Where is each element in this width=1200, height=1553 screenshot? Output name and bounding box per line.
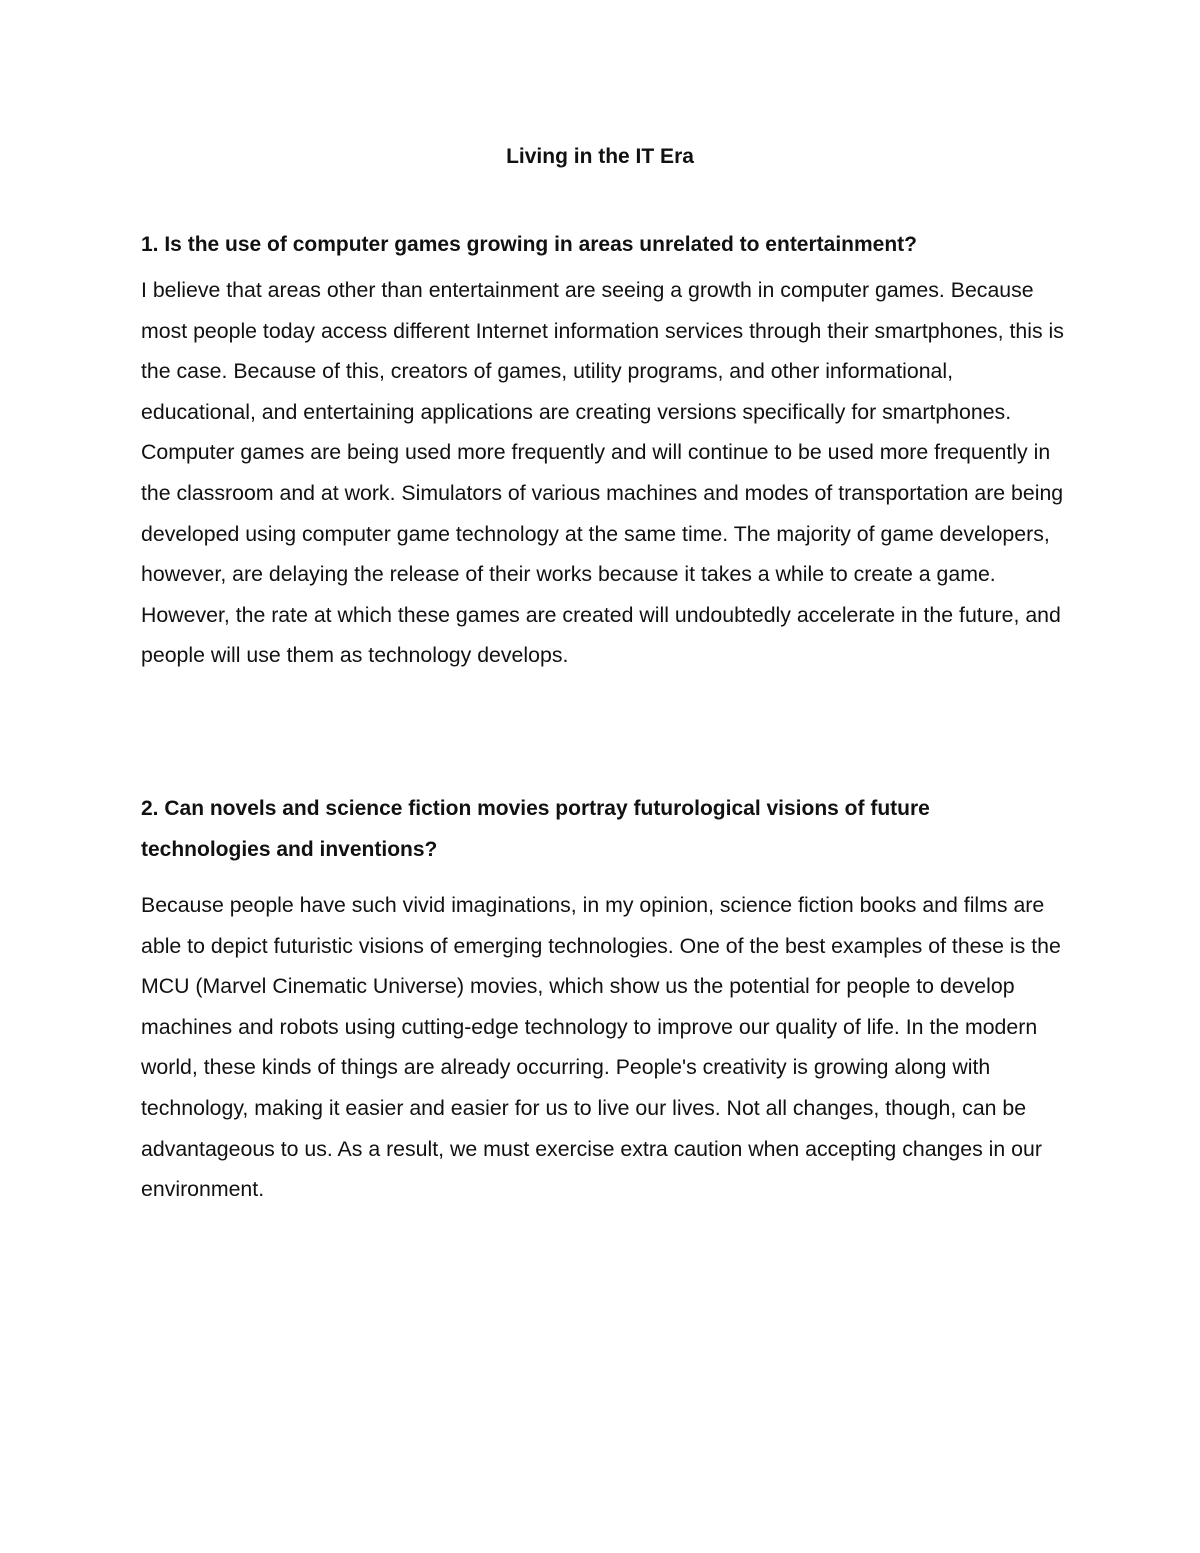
document-title: Living in the IT Era bbox=[506, 145, 694, 168]
answer-2: Because people have such vivid imaginations, in my opinion, science fiction books and films are able to depict futuristic visions of emerging technologies. One of the best examples of these is the MCU (Marvel Cinematic Universe) movies, which show us the potential for people to develop machines and robots using cutting-edge technology to improve our quality of life. In the modern world, these kinds of things are already occurring. People's creativity is growing along with technology, making it easier and easier for us to live our lives. Not all changes, though, can be advantageous to us. As a result, we must exercise extra caution when accepting changes in our environment. bbox=[141, 893, 1061, 1202]
question-2: 2. Can novels and science fiction movies portray futurological visions of future technologies and inventions? bbox=[141, 797, 930, 861]
question-1: 1. Is the use of computer games growing in areas unrelated to entertainment? bbox=[141, 233, 917, 256]
answer-1: I believe that areas other than entertainment are seeing a growth in computer games. Because most people today access different Internet information services through their smartphones, this is the case. Because of this, creators of games, utility programs, and other informational, educational, and entertaining applications are creating versions specifically for smartphones. Computer games are being used more frequently and will continue to be used more frequently in the classroom and at work. Simulators of various machines and modes of transportation are being developed using computer game technology at the same time. The majority of game developers, however, are delaying the release of their works because it takes a while to create a game. However, the rate at which these games are created will undoubtedly accelerate in the future, and people will use them as technology develops. bbox=[141, 278, 1064, 668]
